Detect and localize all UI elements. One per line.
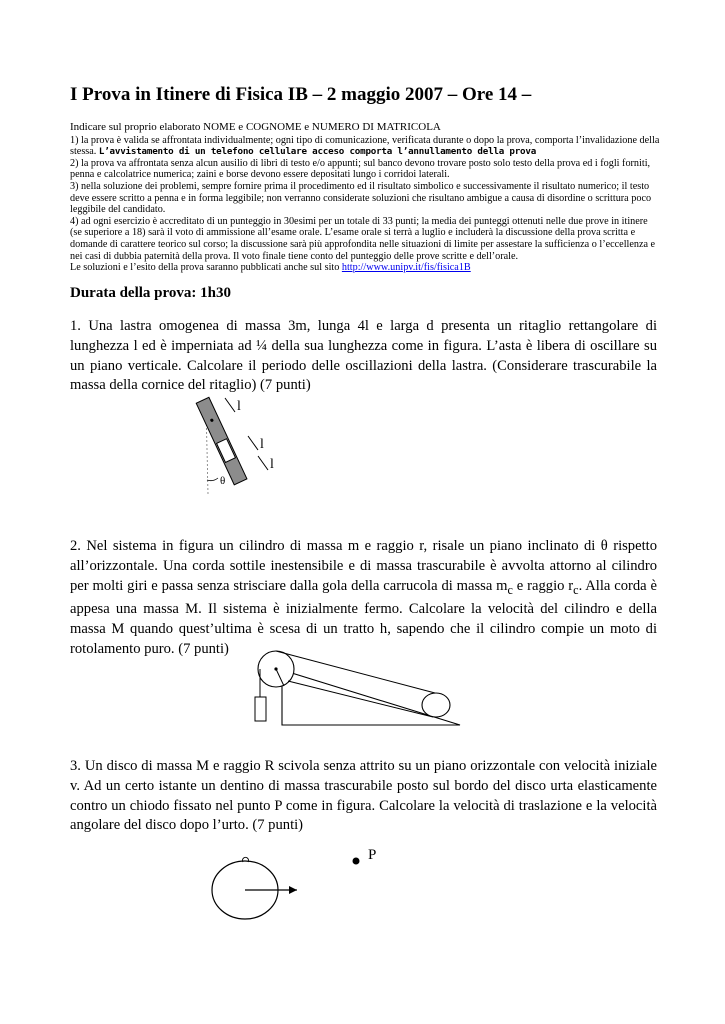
problem-3-text: 3. Un disco di massa M e raggio R scivola senza attrito su un piano orizzontale con velocità iniziale v. Ad un certo istante un dentino di massa trascurabile posto sul bordo del disco urta elasticamente contro un chiodo fissato nel punto P come in figura. Calcolare la velocità di traslazione e la velocità angolare del disco dopo l’urto. (7 punti) (70, 758, 657, 834)
length-label-3: l (270, 457, 274, 472)
course-website-link[interactable]: http://www.unipv.it/fis/fisica1B (341, 262, 471, 274)
dimension-arrow-2 (248, 436, 258, 450)
hanging-mass (255, 697, 266, 721)
rope-upper (276, 651, 435, 693)
problem-1-figure (180, 390, 290, 500)
cylinder (422, 693, 450, 717)
problem-1-text: 1. Una lastra omogenea di massa 3m, lunga 4l e larga d presenta un ritaglio rettangolare di lunghezza l ed è imperniata ad ¼ della sua lunghezza come in figura. L’asta è libera di oscillare su un piano verticale. Calcolare il periodo delle oscillazioni della lastra. (Considerare trascurabile la massa della cornice del ritaglio) (7 punti) (70, 318, 657, 394)
point-p-label: P (368, 848, 377, 863)
dimension-arrow-1 (225, 398, 235, 412)
results-note (70, 262, 660, 274)
dimension-arrow-3 (258, 456, 268, 470)
pulley-mass-subscript: c (507, 582, 513, 597)
instructions-intro: Indicare sul proprio elaborato NOME e COGNOME e NUMERO DI MATRICOLA (70, 121, 441, 133)
theta-label: θ (220, 475, 226, 487)
rule-1 (70, 135, 660, 158)
problem-2-figure (250, 645, 480, 735)
length-label-1: l (237, 399, 241, 414)
nail-point-p (353, 858, 360, 865)
results-text: Le soluzioni e l’esito della prova saranno pubblicati anche sul sito (70, 262, 340, 274)
rule-3: 3) nella soluzione dei problemi, sempre fornire prima il procedimento ed il risultato simbolico e successivamente il risultato numerico; il testo deve essere scritto a penna e in forma leggibile; non verranno considerate soluzioni che risultano ambigue a causa di disordine o scrittura poco leggibile del candidato. (70, 180, 652, 216)
theta-arc (207, 478, 218, 481)
pulley-radius-subscript: c (573, 582, 579, 597)
problem-2-text-b: e raggio r (512, 577, 574, 594)
problem-2-text-c: . Alla corda è appesa una massa M. Il sistema è inizialmente fermo. Calcolare la velocità del cilindro e della massa M quando quest’ultima è scesa di un tratto h, sapendo che il cilindro compie un moto di rotolamento puro. (7 punti) (70, 577, 657, 657)
page-title: I Prova in Itinere di Fisica IB – 2 maggio 2007 – Ore 14 – (70, 84, 532, 105)
velocity-arrowhead (289, 886, 297, 894)
duration-heading: Durata della prova: 1h30 (70, 285, 231, 301)
problem-2-text-a: 2. Nel sistema in figura un cilindro di massa m e raggio r, risale un piano inclinato di θ rispetto all’orizzontale. Una corda sottile inestensibile e di massa trascurabile è avvolta attorno al cilindro per molti giri e passa senza strisciare dalla gola della carrucola di massa m (70, 538, 657, 594)
rule-1-warning: L’avvistamento di un telefono cellulare acceso comporta l’annullamento della prova (98, 146, 537, 158)
rule-1-text: 1) la prova è valida se affrontata individualmente; ogni tipo di comunicazione, verificata durante o dopo la prova, comporta l’invalidazione della stessa. (70, 134, 660, 158)
rule-4: 4) ad ogni esercizio è accreditato di un punteggio in 30esimi per un totale di 33 punti; la media dei punteggi ottenuti nelle due prove in itinere (se superiore a 18) sarà il voto di ammissione all’esame orale. L’esame orale si terrà a luglio e includerà la discussione della prova scritta e domande di carattere teorico sul corso; la discussione sarà più approfondita nelle situazioni di limite per assestare la sufficienza o l’eccellenza e nei casi di dubbia paternità della prova. Il voto finale tiene conto del punteggio delle prove scritte e dell’orale. (70, 215, 656, 262)
instructions-block (70, 122, 660, 274)
problem-2-text (70, 537, 657, 660)
length-label-2: l (260, 437, 264, 452)
plate-cutout (217, 439, 236, 463)
problem-3-figure (205, 848, 395, 928)
rule-2: 2) la prova va affrontata senza alcun ausilio di libri di testo e/o appunti; sul banco devono trovare posto solo testo della prova ed i fogli forniti, penna e calcolatrice numerica; zaini e borse devono essere depositati lungo i corridoi laterali. (70, 157, 651, 181)
